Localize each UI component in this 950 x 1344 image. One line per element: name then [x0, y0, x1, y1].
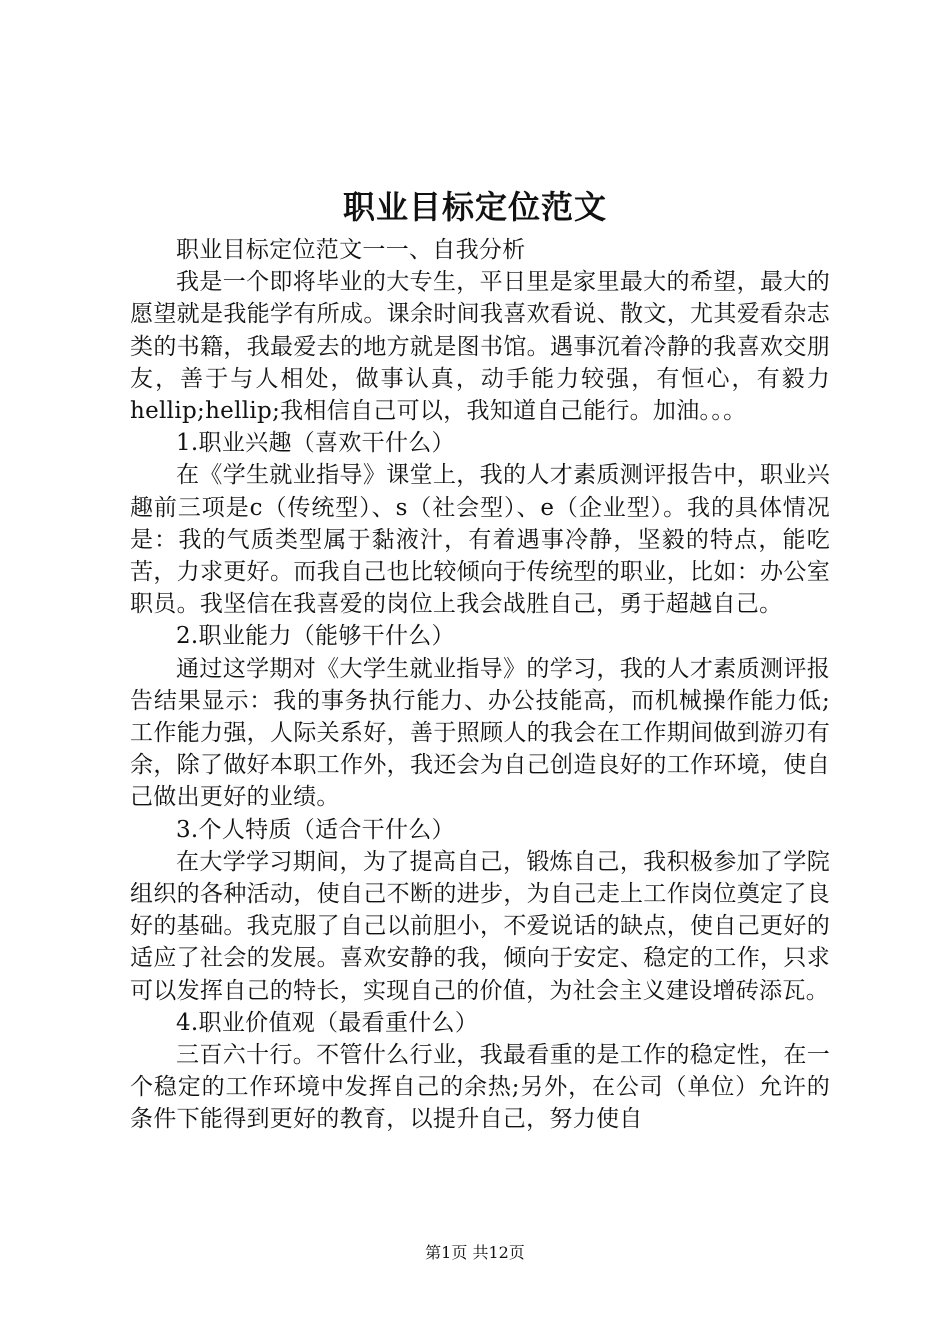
paragraph-career-values: 三百六十行。不管什么行业，我最看重的是工作的稳定性，在一个稳定的工作环境中发挥自己的余热;另外，在公司（单位）允许的条件下能得到更好的教育，以提升自己，努力使自	[130, 1042, 830, 1133]
document-body	[130, 234, 830, 1136]
section-heading-career-ability: 2.职业能力（能够干什么）	[176, 623, 455, 650]
section-heading-career-values: 4.职业价值观（最看重什么）	[176, 1009, 479, 1036]
paragraph-career-ability: 通过这学期对《大学生就业指导》的学习，我的人才素质测评报告结果显示：我的事务执行能力、办公技能高，而机械操作能力低;工作能力强，人际关系好，善于照顾人的我会在工作期间做到游刃有余，除了做好本职工作外，我还会为自己创造良好的工作环境，使自己做出更好的业绩。	[130, 655, 830, 811]
page-footer: 第1页 共12页	[425, 1243, 525, 1262]
section-heading-self-analysis: 职业目标定位范文一一、自我分析	[176, 237, 526, 263]
section-heading-personal-traits: 3.个人特质（适合干什么）	[176, 816, 455, 843]
paragraph-self-analysis: 我是一个即将毕业的大专生，平日里是家里最大的希望，最大的愿望就是我能学有所成。课余时间我喜欢看说、散文，尤其爱看杂志类的书籍，我最爱去的地方就是图书馆。遇事沉着冷静的我喜欢交朋友，善于与人相处，做事认真，动手能力较强，有恒心，有毅力hellip;hellip;我相信自己可以，我知道自己能行。加油。。。	[130, 269, 830, 425]
section-heading-career-interest: 1.职业兴趣（喜欢干什么）	[176, 430, 455, 457]
paragraph-career-interest: 在《学生就业指导》课堂上，我的人才素质测评报告中，职业兴趣前三项是c（传统型）、s（社会型）、e（企业型）。我的具体情况是：我的气质类型属于黏液汁，有着遇事冷静，坚毅的特点，能吃苦，力求更好。而我自己也比较倾向于传统型的职业，比如：办公室职员。我坚信在我喜爱的岗位上我会战胜自己，勇于超越自己。	[130, 462, 830, 618]
paragraph-personal-traits: 在大学学习期间，为了提高自己，锻炼自己，我积极参加了学院组织的各种活动，使自己不断的进步，为自己走上工作岗位奠定了良好的基础。我克服了自己以前胆小，不爱说话的缺点，使自己更好的适应了社会的发展。喜欢安静的我，倾向于安定、稳定的工作，只求可以发挥自己的特长，实现自己的价值，为社会主义建设增砖添瓦。	[130, 848, 830, 1004]
document-title: 职业目标定位范文	[342, 188, 607, 226]
